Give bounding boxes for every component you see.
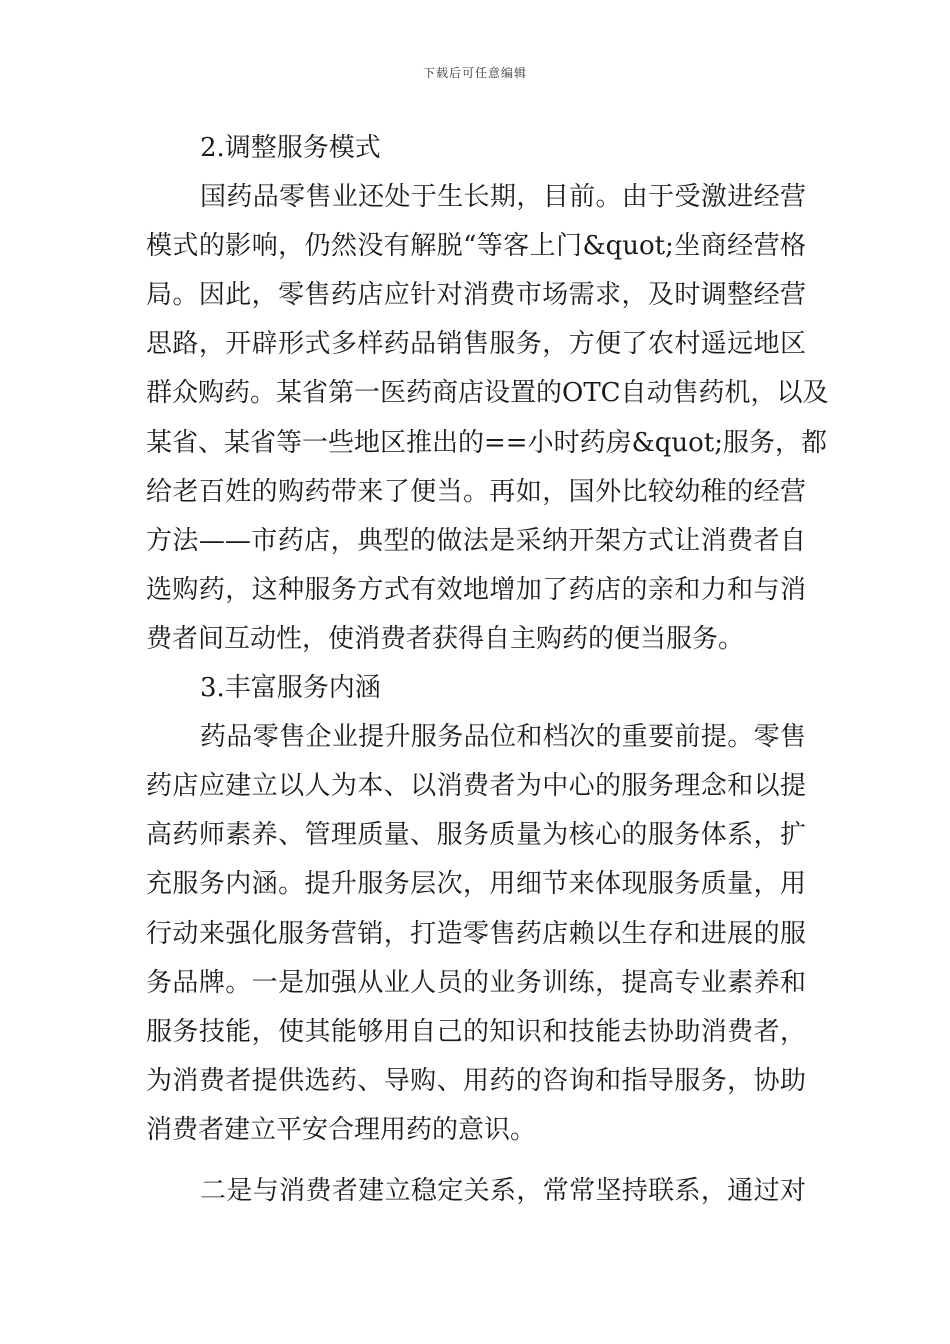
text-line: 行动来强化服务营销，打造零售药店赖以生存和进展的服: [146, 918, 806, 949]
text-line: 药店应建立以人为本、以消费者为中心的服务理念和以提: [146, 771, 806, 802]
text-line: 高药师素养、管理质量、服务质量为核心的服务体系，扩: [146, 820, 806, 851]
text-line: 给老百姓的购药带来了便当。再如，国外比较幼稚的经营: [146, 476, 806, 507]
text-line: 务品牌。一是加强从业人员的业务训练，提高专业素养和: [146, 967, 806, 998]
text-line: 局。因此，零售药店应针对消费市场需求，及时调整经营: [146, 280, 806, 311]
text-line: 药品零售企业提升服务品位和档次的重要前提。零售: [200, 722, 806, 753]
text-line: 思路，开辟形式多样药品销售服务，方便了农村遥远地区: [146, 329, 806, 360]
text-line: 费者间互动性，使消费者获得自主购药的便当服务。: [146, 623, 745, 654]
text-line: 二是与消费者建立稳定关系，常常坚持联系，通过对: [200, 1175, 806, 1206]
text-line: 选购药，这种服务方式有效地增加了药店的亲和力和与消: [146, 574, 806, 605]
page-header: 下载后可任意编辑: [422, 66, 527, 80]
text-line: 国药品零售业还处于生长期，目前。由于受激进经营: [200, 182, 806, 213]
text-line: 为消费者提供选药、导购、用药的咨询和指导服务，协助: [146, 1065, 806, 1096]
text-line: 某省、某省等一些地区推出的==小时药房&quot;服务，都: [146, 427, 827, 458]
text-line: 消费者建立平安合理用药的意识。: [146, 1114, 537, 1145]
text-line: 3.丰富服务内涵: [200, 673, 381, 704]
text-line: 模式的影响，仍然没有解脱“等客上门&quot;坐商经营格: [146, 231, 806, 262]
text-line: 群众购药。某省第一医药商店设置的OTC自动售药机，以及: [146, 378, 829, 409]
text-line: 充服务内涵。提升服务层次，用细节来体现服务质量，用: [146, 869, 806, 900]
text-line: 方法——市药店，典型的做法是采纳开架方式让消费者自: [146, 525, 806, 556]
document-body: [146, 124, 829, 1216]
text-line: 服务技能，使其能够用自己的知识和技能去协助消费者，: [146, 1016, 806, 1047]
text-line: 2.调整服务模式: [200, 133, 381, 163]
